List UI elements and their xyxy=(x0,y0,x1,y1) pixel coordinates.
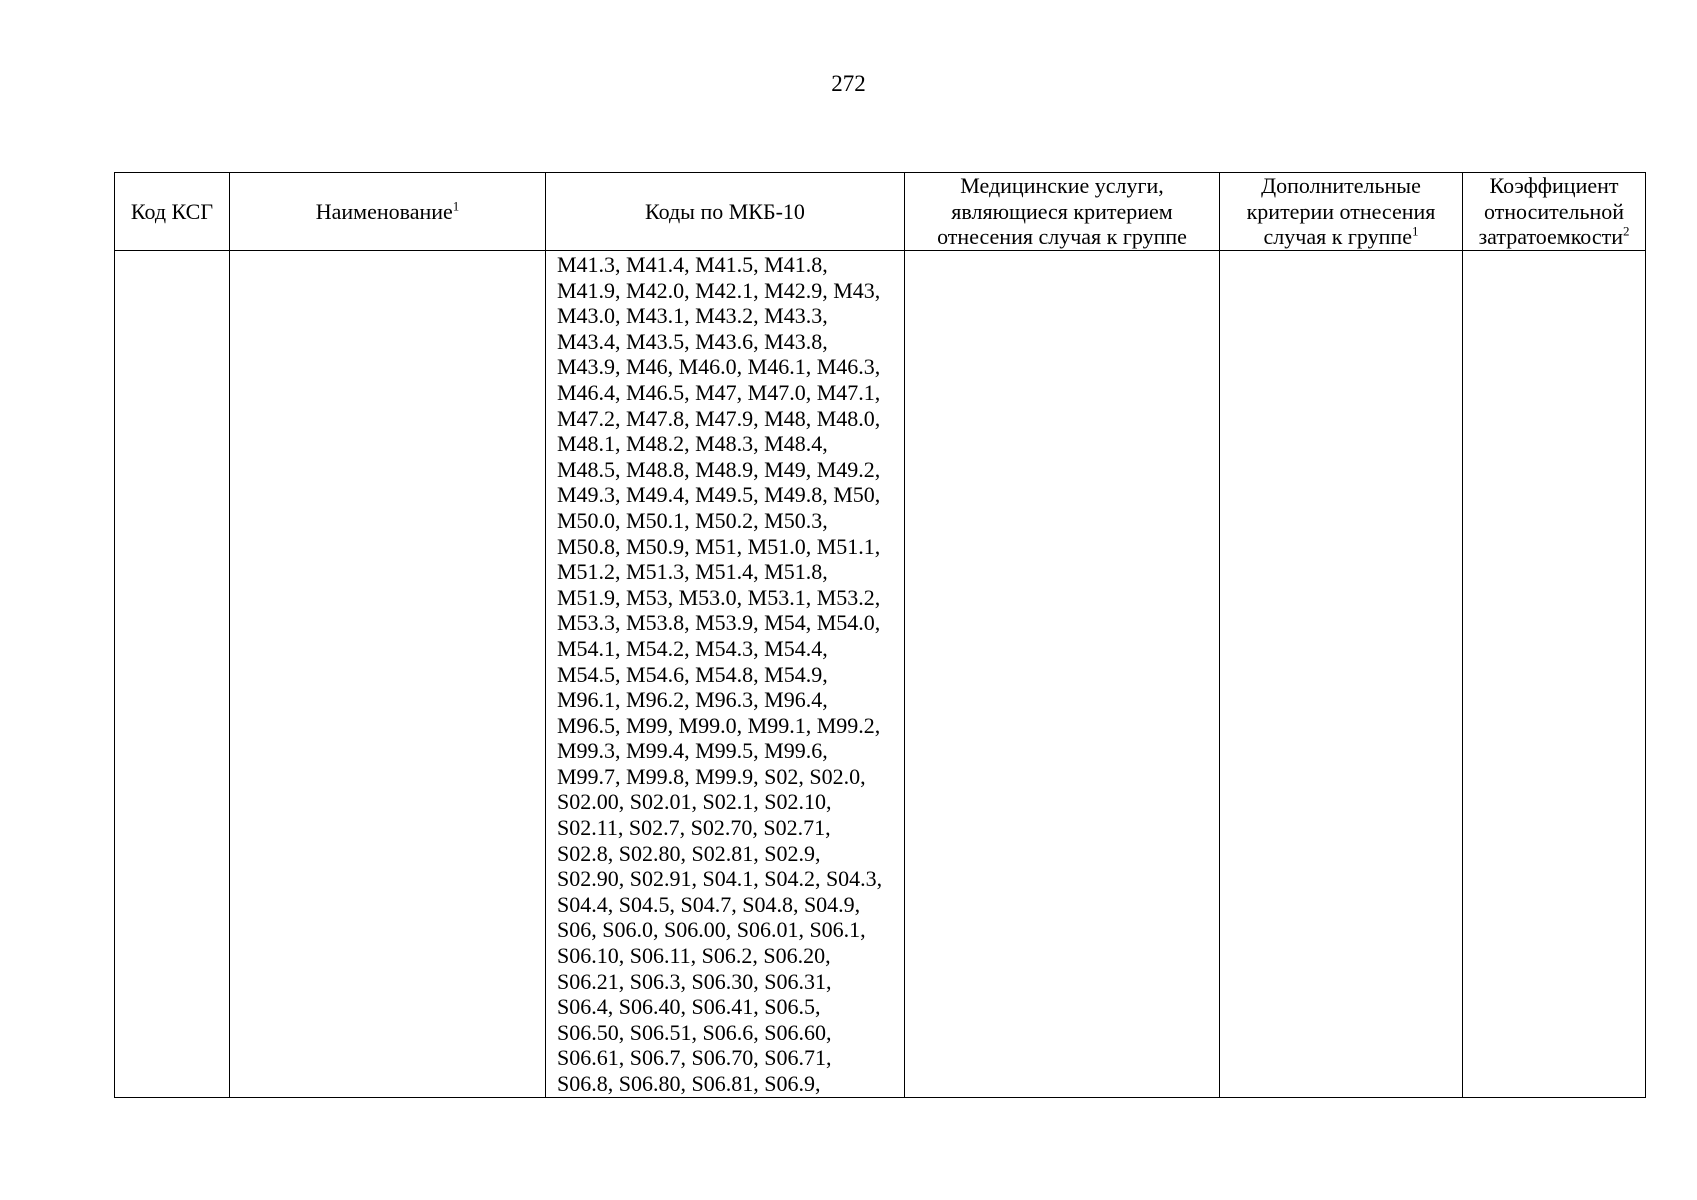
icd-code-line: S02.90, S02.91, S04.1, S04.2, S04.3, xyxy=(557,866,883,892)
icd-code-line: S02.8, S02.80, S02.81, S02.9, xyxy=(557,840,821,866)
page-number: 272 xyxy=(831,71,866,96)
table-header-row xyxy=(115,173,1646,251)
header-services-line: являющиеся критерием xyxy=(951,198,1173,224)
cell-code xyxy=(115,251,230,1098)
header-services-line: Медицинские услуги, xyxy=(960,173,1164,199)
icd-code-line: S06.61, S06.7, S06.70, S06.71, xyxy=(557,1045,832,1071)
icd-code-line: M41.3, M41.4, M41.5, M41.8, xyxy=(557,252,828,277)
icd-code-line: M54.5, M54.6, M54.8, M54.9, xyxy=(557,661,828,687)
icd-code-line: S06.10, S06.11, S06.2, S06.20, xyxy=(557,943,831,969)
icd-code-line: M99.7, M99.8, M99.9, S02, S02.0, xyxy=(557,763,866,789)
cell-services xyxy=(905,251,1220,1098)
icd-code-line: S06, S06.0, S06.00, S06.01, S06.1, xyxy=(557,917,866,943)
icd-code-line: M46.4, M46.5, M47, M47.0, M47.1, xyxy=(557,379,881,405)
header-additional-line xyxy=(1220,224,1462,250)
cell-name xyxy=(230,251,546,1098)
icd-code-line: M53.3, M53.8, M53.9, M54, M54.0, xyxy=(557,610,881,636)
icd-code-line: S02.11, S02.7, S02.70, S02.71, xyxy=(557,815,831,841)
icd-code-line: M51.2, M51.3, M51.4, M51.8, xyxy=(557,559,828,585)
icd-code-line: S06.50, S06.51, S06.6, S06.60, xyxy=(557,1019,832,1045)
table-row xyxy=(115,251,1646,1098)
header-additional-criteria xyxy=(1220,173,1463,251)
icd-code-line: S06.4, S06.40, S06.41, S06.5, xyxy=(557,994,821,1020)
icd-code-line: M51.9, M53, M53.0, M53.1, M53.2, xyxy=(557,584,881,610)
header-additional-text: случая к группе xyxy=(1263,224,1412,250)
header-name-footnote: 1 xyxy=(452,198,460,214)
header-coefficient-footnote: 2 xyxy=(1623,223,1630,239)
header-coefficient-text: затратоемкости xyxy=(1478,224,1623,250)
icd-code-line: M96.1, M96.2, M96.3, M96.4, xyxy=(557,687,828,713)
header-name xyxy=(230,173,546,251)
header-coefficient-line: относительной xyxy=(1483,198,1625,224)
ksg-table xyxy=(114,172,1646,1098)
icd-code-line: M47.2, M47.8, M47.9, M48, M48.0, xyxy=(557,405,881,431)
cell-icd-codes xyxy=(546,251,905,1098)
icd-code-line: S06.8, S06.80, S06.81, S06.9, xyxy=(557,1071,821,1096)
header-code-label: Код КСГ xyxy=(130,198,214,224)
icd-code-line: S04.4, S04.5, S04.7, S04.8, S04.9, xyxy=(557,891,861,917)
icd-code-line: S02.00, S02.01, S02.1, S02.10, xyxy=(557,789,832,815)
icd-code-line: M48.1, M48.2, M48.3, M48.4, xyxy=(557,431,828,457)
cell-coefficient xyxy=(1463,251,1646,1098)
header-code xyxy=(115,173,230,251)
icd-code-line: M54.1, M54.2, M54.3, M54.4, xyxy=(557,635,828,661)
header-services-line: отнесения случая к группе xyxy=(937,224,1187,250)
header-icd-codes xyxy=(546,173,905,251)
header-additional-line: Дополнительные xyxy=(1261,173,1421,199)
header-additional-footnote: 1 xyxy=(1411,223,1419,239)
icd-code-line: M49.3, M49.4, M49.5, M49.8, M50, xyxy=(557,482,881,508)
icd-code-line: M50.8, M50.9, M51, M51.0, M51.1, xyxy=(557,533,881,559)
icd-code-line: S06.21, S06.3, S06.30, S06.31, xyxy=(557,968,832,994)
header-services xyxy=(905,173,1220,251)
icd-code-line: M50.0, M50.1, M50.2, M50.3, xyxy=(557,507,828,533)
header-additional-line: критерии отнесения xyxy=(1246,198,1436,224)
icd-code-line: M48.5, M48.8, M48.9, M49, M49.2, xyxy=(557,456,881,482)
icd-code-line: M99.3, M99.4, M99.5, M99.6, xyxy=(557,738,828,764)
icd-code-line: M41.9, M42.0, M42.1, M42.9, M43, xyxy=(557,277,881,303)
icd-code-line: M96.5, M99, M99.0, M99.1, M99.2, xyxy=(557,712,881,738)
cell-additional-criteria xyxy=(1220,251,1463,1098)
header-name-label: Наименование xyxy=(315,198,453,224)
header-icd-codes-label: Коды по МКБ-10 xyxy=(645,198,805,224)
icd-code-line: M43.0, M43.1, M43.2, M43.3, xyxy=(557,303,828,329)
icd-code-line: M43.9, M46, M46.0, M46.1, M46.3, xyxy=(557,354,881,380)
icd-code-line: M43.4, M43.5, M43.6, M43.8, xyxy=(557,328,828,354)
header-coefficient xyxy=(1463,173,1646,251)
header-coefficient-line: Коэффициент xyxy=(1489,173,1619,199)
header-coefficient-line xyxy=(1463,224,1645,250)
